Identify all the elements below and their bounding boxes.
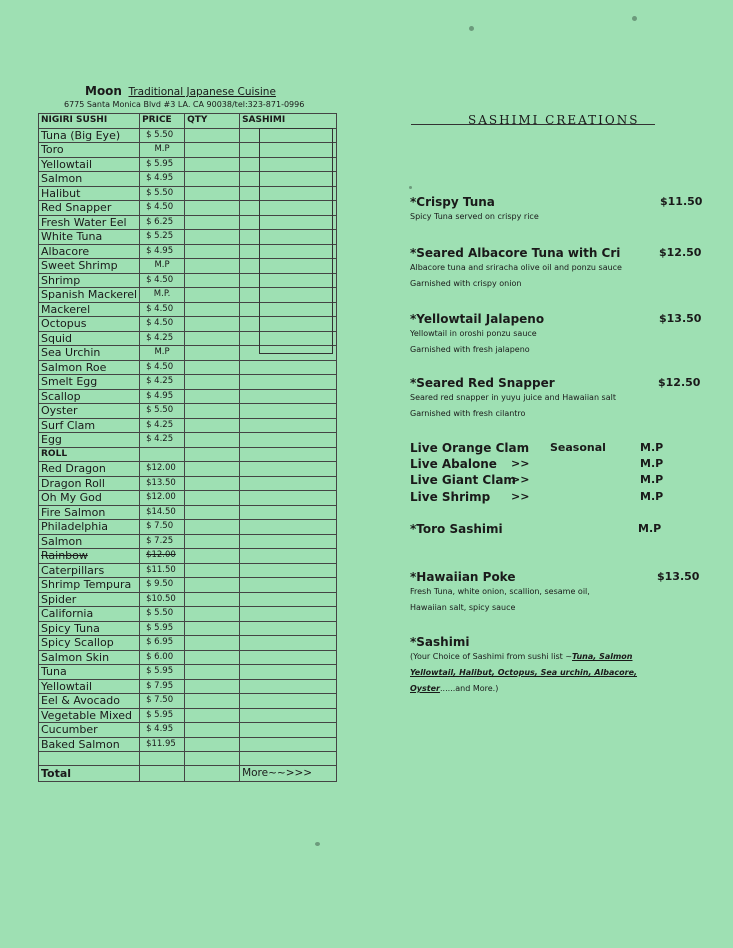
sashimi-cell[interactable] [240,578,337,593]
sashimi-cell[interactable] [240,621,337,636]
dish-desc [410,665,710,681]
sashimi-cell[interactable] [240,186,337,201]
qty-cell[interactable] [185,230,240,245]
sashimi-cell[interactable] [240,476,337,491]
sashimi-cell[interactable] [240,143,337,158]
item-name: Smelt Egg [39,375,140,390]
item-price: $14.50 [140,505,185,520]
item-price: M.P [140,259,185,274]
qty-cell[interactable] [185,360,240,375]
roll-row-red-dragon [39,462,337,477]
item-name: Fire Salmon [39,505,140,520]
qty-cell[interactable] [185,143,240,158]
item-price: $ 5.50 [140,607,185,622]
item-price: $13.50 [140,476,185,491]
item-name: Salmon [39,534,140,549]
roll-row-dragon-roll [39,476,337,491]
qty-cell[interactable] [185,679,240,694]
item-name: Octopus [39,317,140,332]
qty-cell[interactable] [185,273,240,288]
qty-cell[interactable] [185,708,240,723]
item-price: $ 7.50 [140,694,185,709]
nigiri-header: NIGIRI SUSHI [39,114,140,129]
qty-cell[interactable] [185,723,240,738]
paper-speck [315,842,320,846]
roll-row-california [39,607,337,622]
roll-row-caterpillars [39,563,337,578]
qty-cell[interactable] [185,520,240,535]
roll-row-yellowtail [39,679,337,694]
roll-row-salmon [39,534,337,549]
nigiri-row-halibut [39,186,337,201]
item-price: $ 5.95 [140,708,185,723]
item-price: $ 5.95 [140,157,185,172]
sashimi-desc-suffix: ......and More.) [439,684,499,693]
more-label: More~~>>> [240,766,337,782]
qty-cell[interactable] [185,563,240,578]
qty-cell[interactable] [185,621,240,636]
total-row [39,766,337,782]
dish-desc: Garnished with fresh jalapeno [410,345,530,354]
sashimi-list-3: Oyster [410,684,440,693]
empty-cell[interactable] [39,752,140,766]
item-price: $ 4.95 [140,244,185,259]
sashimi-cell[interactable] [240,679,337,694]
sashimi-cell[interactable] [240,172,337,187]
qty-cell[interactable] [185,433,240,448]
item-name: Salmon Skin [39,650,140,665]
qty-cell[interactable] [185,317,240,332]
item-name: Sweet Shrimp [39,259,140,274]
nigiri-row-toro [39,143,337,158]
dish-desc: Garnished with crispy onion [410,279,522,288]
item-price: $ 5.50 [140,404,185,419]
nigiri-row-sea-urchin [39,346,337,361]
qty-cell[interactable] [185,215,240,230]
roll-row-cucumber [39,723,337,738]
sashimi-cell[interactable] [240,636,337,651]
item-name: Yellowtail [39,679,140,694]
item-name: Red Snapper [39,201,140,216]
item-price: $ 9.50 [140,578,185,593]
sashimi-cell[interactable] [240,259,337,274]
qty-cell[interactable] [185,302,240,317]
blank-row [39,752,337,766]
qty-cell[interactable] [185,201,240,216]
qty-cell[interactable] [185,128,240,143]
dish-name: *Yellowtail Jalapeno [410,312,545,326]
item-price: $ 7.95 [140,679,185,694]
qty-cell[interactable] [185,592,240,607]
sashimi-cell[interactable] [240,520,337,535]
item-name: Vegetable Mixed [39,708,140,723]
item-price: $ 5.25 [140,230,185,245]
qty-cell[interactable] [185,694,240,709]
sashimi-list-1: Tuna, Salmon [572,652,633,661]
item-price: $ 4.25 [140,433,185,448]
dish-price: $12.50 [659,246,702,259]
dish-price: M.P [638,522,662,535]
nigiri-row-squid [39,331,337,346]
roll-row-fire-salmon [39,505,337,520]
item-price: $11.50 [140,563,185,578]
live-price: M.P [640,441,664,454]
sashimi-cell[interactable] [240,665,337,680]
live-item [410,473,680,489]
dish-desc: Garnished with fresh cilantro [410,409,526,418]
item-name: Spicy Scallop [39,636,140,651]
paper-speck [469,26,474,31]
qty-cell[interactable] [185,607,240,622]
item-name: Scallop [39,389,140,404]
dish-price: $12.50 [658,376,701,389]
live-name: Live Abalone [410,457,497,471]
item-name: Halibut [39,186,140,201]
sashimi-cell[interactable] [240,418,337,433]
sashimi-creations-title: SASHIMI CREATIONS [468,113,640,127]
empty-cell [240,447,337,462]
item-price: $ 6.95 [140,636,185,651]
nigiri-row-salmon [39,172,337,187]
qty-cell[interactable] [185,375,240,390]
dish-price: $11.50 [660,195,703,208]
roll-row-philadelphia [39,520,337,535]
paper-speck [632,16,637,21]
item-name: Spicy Tuna [39,621,140,636]
live-item [410,490,680,506]
sashimi-cell[interactable] [240,723,337,738]
qty-cell[interactable] [185,462,240,477]
live-arrow: >> [511,490,530,503]
live-name: Live Shrimp [410,490,491,504]
sashimi-cell[interactable] [240,360,337,375]
dish-desc [410,681,710,697]
sashimi-header: SASHIMI [240,114,337,129]
total-label: Total [39,766,140,782]
item-price: $ 4.50 [140,201,185,216]
sashimi-cell[interactable] [240,737,337,752]
qty-cell[interactable] [185,186,240,201]
qty-cell[interactable] [185,259,240,274]
qty-cell[interactable] [185,288,240,303]
title-rule [411,124,655,125]
dish-item [410,195,710,225]
dish-item [410,376,710,422]
sashimi-cell[interactable] [240,244,337,259]
item-name: Spanish Mackerel [39,288,140,303]
sashimi-cell[interactable] [240,592,337,607]
restaurant-tagline: Traditional Japanese Cuisine [128,86,276,98]
item-name: Baked Salmon [39,737,140,752]
nigiri-row-scallop [39,389,337,404]
restaurant-name: Moon [85,84,122,98]
nigiri-row-smelt-egg [39,375,337,390]
sashimi-cell[interactable] [240,694,337,709]
empty-cell [140,752,185,766]
item-price: $ 4.50 [140,317,185,332]
nigiri-row-fresh-water-eel [39,215,337,230]
qty-header: QTY [185,114,240,129]
sashimi-cell[interactable] [240,128,337,143]
item-name: Spider [39,592,140,607]
roll-row-spider [39,592,337,607]
dish-name: *Sashimi [410,635,470,649]
qty-cell[interactable] [185,346,240,361]
sashimi-cell[interactable] [240,534,337,549]
nigiri-row-oyster [39,404,337,419]
sashimi-cell[interactable] [240,433,337,448]
nigiri-row-surf-clam [39,418,337,433]
sashimi-cell[interactable] [240,389,337,404]
item-price: $ 4.95 [140,389,185,404]
item-price: $12.00 [140,549,185,564]
item-name: Sea Urchin [39,346,140,361]
item-price: $ 4.50 [140,273,185,288]
dish-price: $13.50 [659,312,702,325]
item-name: Oyster [39,404,140,419]
live-name: Live Giant Clam [410,473,516,487]
item-name: Salmon Roe [39,360,140,375]
nigiri-row-mackerel [39,302,337,317]
sashimi-cell[interactable] [240,607,337,622]
qty-cell[interactable] [185,418,240,433]
live-price: M.P [640,473,664,486]
dish-desc: Albacore tuna and sriracha olive oil and ponzu sauce [410,263,622,272]
empty-cell[interactable] [240,752,337,766]
item-price: $ 5.95 [140,621,185,636]
paper-speck [409,186,412,189]
roll-row-baked-salmon [39,737,337,752]
sashimi-cell[interactable] [240,230,337,245]
dish-name: *Toro Sashimi [410,522,503,536]
nigiri-row-yellowtail [39,157,337,172]
qty-cell[interactable] [185,737,240,752]
item-price: M.P [140,346,185,361]
qty-cell[interactable] [185,534,240,549]
sashimi-cell[interactable] [240,346,337,361]
item-price: M.P [140,143,185,158]
live-name: Live Orange Clam [410,441,530,455]
qty-cell[interactable] [185,650,240,665]
item-price: $ 7.50 [140,520,185,535]
nigiri-row-spanish-mackerel [39,288,337,303]
sashimi-cell[interactable] [240,650,337,665]
item-price: $ 4.25 [140,418,185,433]
item-price: $ 4.25 [140,331,185,346]
qty-cell[interactable] [185,476,240,491]
live-note: Seasonal [550,441,606,454]
live-price: M.P [640,490,664,503]
dish-desc: Seared red snapper in yuyu juice and Hawaiian salt [410,393,616,402]
item-name: Surf Clam [39,418,140,433]
item-name: Caterpillars [39,563,140,578]
roll-header-row [39,447,337,462]
item-name: Tuna [39,665,140,680]
dish-price: $13.50 [657,570,700,583]
dish-desc [410,649,710,665]
sashimi-cell[interactable] [240,708,337,723]
empty-cell[interactable] [185,752,240,766]
sashimi-cell[interactable] [240,375,337,390]
live-price: M.P [640,457,664,470]
item-price: $ 4.50 [140,302,185,317]
nigiri-row-sweet-shrimp [39,259,337,274]
item-name: Squid [39,331,140,346]
nigiri-row-white-tuna [39,230,337,245]
live-arrow: >> [511,457,530,470]
nigiri-row-octopus [39,317,337,332]
item-price: $ 4.95 [140,723,185,738]
sashimi-cell[interactable] [240,201,337,216]
item-name: Eel & Avocado [39,694,140,709]
item-name: Cucumber [39,723,140,738]
item-price: $ 4.50 [140,360,185,375]
dish-desc: Fresh Tuna, white onion, scallion, sesame oil, [410,587,590,596]
qty-cell[interactable] [185,491,240,506]
dish-sashimi [410,635,710,697]
dish-hawaiian-poke [410,570,710,616]
roll-row-spicy-tuna [39,621,337,636]
sashimi-list-2: Yellowtail, Halibut, Octopus, Sea urchin, Albacore, [410,668,638,677]
item-price: $ 5.50 [140,186,185,201]
item-price: M.P. [140,288,185,303]
qty-cell[interactable] [185,665,240,680]
item-name: White Tuna [39,230,140,245]
empty-cell [140,447,185,462]
qty-cell[interactable] [185,404,240,419]
sashimi-cell[interactable] [240,331,337,346]
table-header-row [39,114,337,129]
item-name: Shrimp [39,273,140,288]
item-name: California [39,607,140,622]
qty-cell[interactable] [185,172,240,187]
item-name: Tuna (Big Eye) [39,128,140,143]
sashimi-cell[interactable] [240,302,337,317]
item-price: $ 7.25 [140,534,185,549]
sashimi-cell[interactable] [240,462,337,477]
roll-row-oh-my-god [39,491,337,506]
item-price: $12.00 [140,462,185,477]
qty-cell[interactable] [185,389,240,404]
live-arrow: >> [511,473,530,486]
sashimi-cell[interactable] [240,491,337,506]
item-price: $ 4.95 [140,172,185,187]
item-price: $ 5.50 [140,128,185,143]
sashimi-cell[interactable] [240,157,337,172]
live-item [410,441,680,457]
dish-toro-sashimi [410,522,710,536]
item-name: Toro [39,143,140,158]
item-price: $ 4.25 [140,375,185,390]
sashimi-cell[interactable] [240,404,337,419]
item-name: Fresh Water Eel [39,215,140,230]
sashimi-cell[interactable] [240,273,337,288]
roll-row-vegetable-mixed [39,708,337,723]
total-qty-cell[interactable] [185,766,240,782]
nigiri-row-egg [39,433,337,448]
sashimi-cell[interactable] [240,549,337,564]
roll-row-spicy-scallop [39,636,337,651]
dish-name: *Seared Red Snapper [410,376,555,390]
roll-row-salmon-skin [39,650,337,665]
dish-item [410,246,710,292]
roll-row-rainbow [39,549,337,564]
qty-cell[interactable] [185,244,240,259]
item-name: Red Dragon [39,462,140,477]
item-name: Dragon Roll [39,476,140,491]
dish-desc: Yellowtail in oroshi ponzu sauce [410,329,537,338]
dish-name: *Hawaiian Poke [410,570,516,584]
sashimi-cell[interactable] [240,215,337,230]
restaurant-header [85,84,276,98]
restaurant-address: 6775 Santa Monica Blvd #3 LA. CA 90038/tel:323-871-0996 [64,100,305,109]
nigiri-row-salmon-roe [39,360,337,375]
order-sheet-table [38,113,337,782]
sashimi-cell[interactable] [240,317,337,332]
sashimi-cell[interactable] [240,505,337,520]
roll-row-shrimp-tempura [39,578,337,593]
sashimi-desc-prefix: (Your Choice of Sashimi from sushi list ~ [410,652,573,661]
qty-cell[interactable] [185,578,240,593]
qty-cell[interactable] [185,549,240,564]
item-price: $ 6.25 [140,215,185,230]
roll-row-tuna [39,665,337,680]
item-name: Egg [39,433,140,448]
nigiri-row-tuna-big-eye [39,128,337,143]
item-price: $ 6.00 [140,650,185,665]
dish-item [410,312,710,358]
nigiri-row-shrimp [39,273,337,288]
item-name: Salmon [39,172,140,187]
nigiri-row-red-snapper [39,201,337,216]
empty-cell [185,447,240,462]
dish-name: *Seared Albacore Tuna with Cri [410,246,621,260]
qty-cell[interactable] [185,157,240,172]
item-name: Shrimp Tempura [39,578,140,593]
item-name: Oh My God [39,491,140,506]
item-name: Yellowtail [39,157,140,172]
nigiri-row-albacore [39,244,337,259]
item-name: Rainbow [39,549,140,564]
item-price: $12.00 [140,491,185,506]
price-header: PRICE [140,114,185,129]
item-price: $ 5.95 [140,665,185,680]
qty-cell[interactable] [185,636,240,651]
qty-cell[interactable] [185,331,240,346]
item-price: $10.50 [140,592,185,607]
total-price-cell [140,766,185,782]
dish-desc: Spicy Tuna served on crispy rice [410,212,539,221]
qty-cell[interactable] [185,505,240,520]
dish-name: *Crispy Tuna [410,195,495,209]
item-name: Philadelphia [39,520,140,535]
item-price: $11.95 [140,737,185,752]
sashimi-cell[interactable] [240,563,337,578]
live-item [410,457,680,473]
dish-desc: Hawaiian salt, spicy sauce [410,603,516,612]
item-name: Mackerel [39,302,140,317]
roll-header: ROLL [39,447,140,462]
sashimi-cell[interactable] [240,288,337,303]
item-name: Albacore [39,244,140,259]
roll-row-eel-avocado [39,694,337,709]
